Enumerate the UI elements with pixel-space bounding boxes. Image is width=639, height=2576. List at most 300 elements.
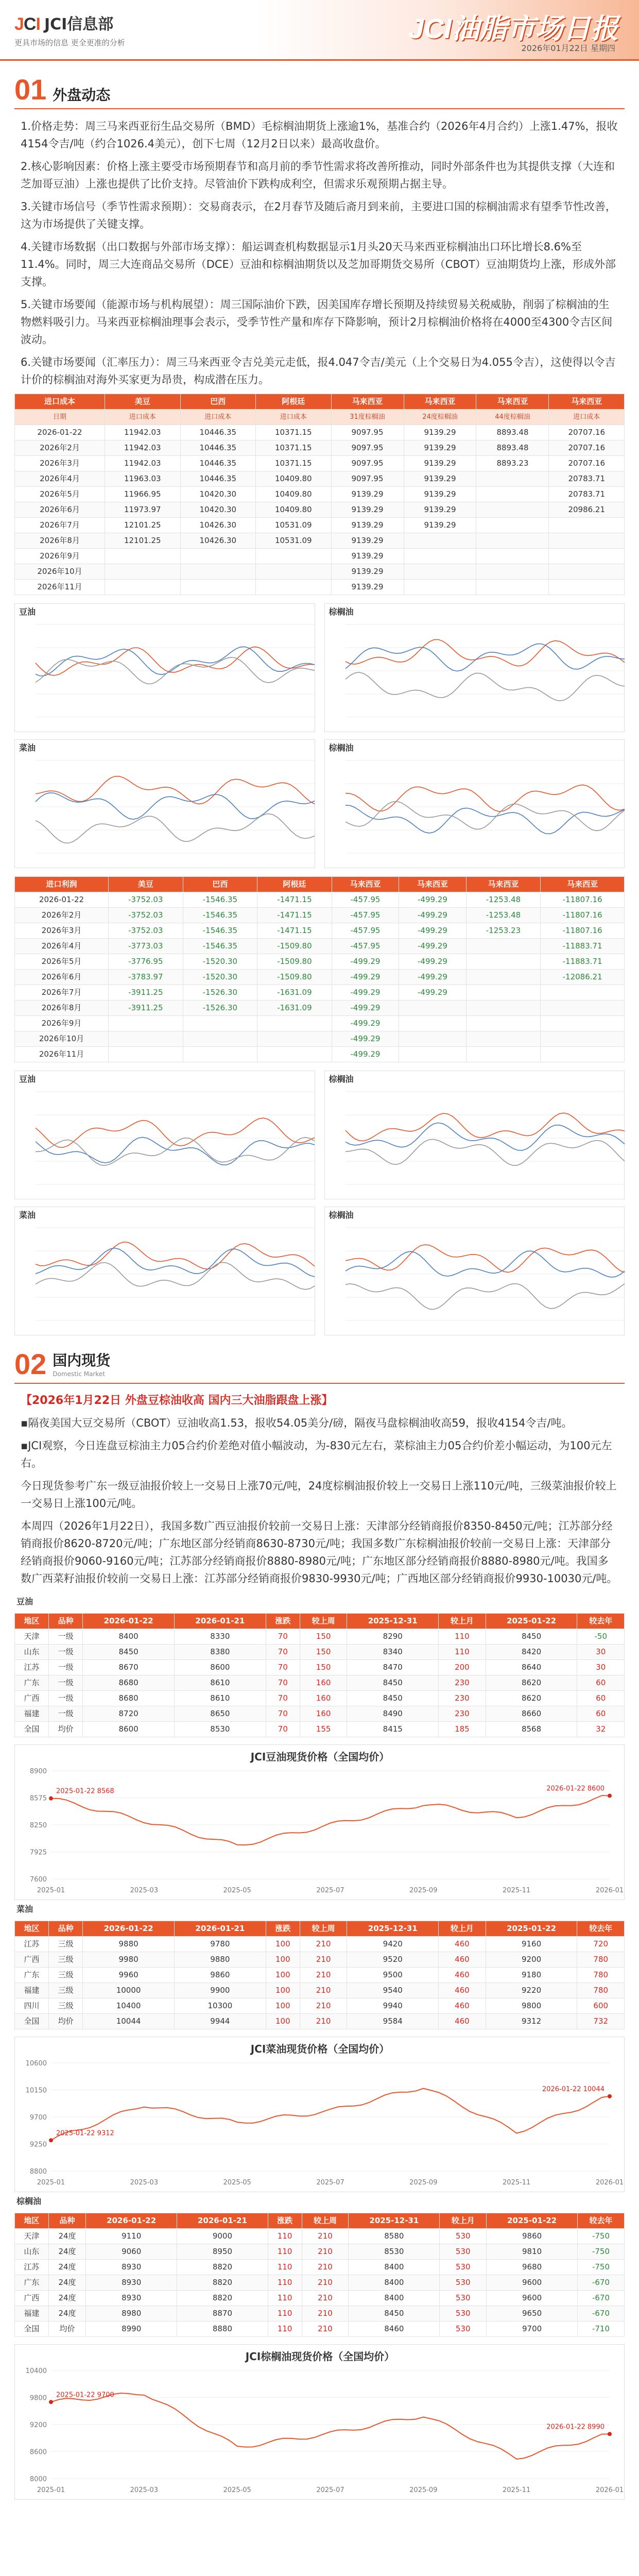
data-point [608,2094,612,2098]
table-cell: -3783.97 [109,970,183,985]
table-cell: -750 [577,2244,624,2260]
table-cell: 70 [266,1645,300,1660]
table-cell: 2026年10月 [15,564,105,580]
table-cell [404,549,476,564]
table-cell: 110 [439,1629,486,1645]
data-label: 2025-01-22 8568 [56,1787,114,1795]
table-subheader: 进口成本 [105,410,181,425]
table-header: 马来西亚 [541,877,625,892]
chart-palm-3 [324,1071,625,1199]
table-cell: 全国 [15,2014,49,2029]
table-cell: 9139.29 [331,549,404,564]
table-cell [476,580,549,595]
table-cell: 9880 [83,1937,175,1952]
data-label: 2025-01-22 9312 [56,2129,114,2138]
table-cell: -457.95 [332,923,399,939]
table-cell [183,1016,257,1031]
table-cell [399,1001,467,1016]
news-paragraph: 今日现货参考广东一级豆油报价较上一交易日上涨70元/吨，24度棕榈油报价较上一交易日上涨110元/吨，三级菜油报价较上一交易日上涨100元/吨。 [21,1480,617,1510]
palm-spot-table [14,2213,625,2337]
table-cell: 9500 [347,1968,439,1983]
table-cell: 60 [577,1675,625,1691]
table-cell: 10426.30 [180,518,256,533]
table-cell: -11883.71 [541,954,625,970]
table-cell [404,580,476,595]
data-point [49,1797,53,1801]
table-cell: 9139.29 [404,471,476,487]
x-tick-label: 2025-05 [223,2486,251,2494]
table-cell: 8450 [349,2306,440,2321]
table-cell: 9944 [174,2014,266,2029]
table-cell [541,1047,625,1062]
table-cell: -1471.15 [257,908,332,923]
table-cell: 一级 [49,1706,83,1722]
table-cell: 210 [300,1983,347,1998]
price-line [51,2393,610,2459]
table-cell: 江苏 [15,1660,49,1675]
data-label: 2026-01-22 8990 [546,2423,605,2431]
series-line [346,1140,625,1166]
table-cell [466,970,541,985]
palm-spot-label: 棕榈油 [16,2196,42,2206]
table-cell: 福建 [15,2306,49,2321]
table-cell [404,533,476,549]
table-cell: -1520.30 [183,970,257,985]
table-cell: 三级 [49,1952,83,1968]
table-cell: 20707.16 [549,440,625,456]
table-cell: 9584 [347,2014,439,2029]
table-cell: 三级 [49,1968,83,1983]
brand-slogan: 更具市场的信息 更全更准的分析 [14,38,125,47]
table-cell [183,1047,257,1062]
table-cell: 12101.25 [105,533,181,549]
table-cell: 9139.29 [404,456,476,471]
series-line [346,802,625,831]
table-cell: 9097.95 [331,425,404,440]
table-cell: 福建 [15,1983,49,1998]
table-row [15,2229,625,2244]
table-cell: 70 [266,1629,300,1645]
domestic-headline: 【2026年1月22日 外盘豆棕油收高 国内三大油脂跟盘上涨】 [21,1394,333,1407]
table-cell: 210 [300,2014,347,2029]
table-cell: -3776.95 [109,954,183,970]
table-cell: 210 [302,2229,349,2244]
table-header: 2026-01-22 [83,1614,175,1629]
table-cell: 8660 [486,1706,577,1722]
table-header: 阿根廷 [256,394,332,410]
table-header: 进口成本 [15,394,105,410]
table-cell: 160 [300,1691,347,1706]
table-cell: 广西 [15,2291,49,2306]
table-cell: 2026年7月 [15,985,109,1001]
section-1-title [0,75,639,104]
table-cell: 8340 [347,1645,439,1660]
y-tick-label: 10150 [25,2087,47,2095]
x-tick-label: 2025-11 [503,2486,531,2494]
table-row [15,1998,625,2014]
table-cell: -670 [577,2275,624,2291]
table-row [15,939,625,954]
table-cell: 8620 [486,1691,577,1706]
table-cell: 9000 [177,2229,268,2244]
table-cell: 150 [300,1645,347,1660]
table-cell: 8650 [174,1706,266,1722]
table-cell: 8530 [349,2244,440,2260]
palm-spot-table-wrap [0,2213,639,2337]
news-paragraph: 1.价格走势：周三马来西亚衍生品交易所（BMD）毛棕榈油期货上涨逾1%，基准合约（2026年4月合约）上涨1.47%，报收4154令吉/吨（约合1026.4美元），创下七周（12月2日以来）最高收盘价。 [21,120,618,150]
table-cell: 780 [577,1968,625,1983]
series-line [346,1251,625,1277]
table-cell: 780 [577,1952,625,1968]
table-cell [109,1031,183,1047]
table-cell: 天津 [15,2229,49,2244]
table-header: 较上周 [300,1614,347,1629]
table-cell: 一级 [49,1629,83,1645]
table-cell: 2026-01-22 [15,425,105,440]
table-cell: -1546.35 [183,908,257,923]
series-line [346,1284,625,1310]
table-cell: 一级 [49,1645,83,1660]
table-cell: -710 [577,2321,624,2337]
soy-price-chart [14,1744,625,1900]
table-cell: 8893.48 [476,440,549,456]
table-cell: -499.29 [332,954,399,970]
table-cell: 8400 [83,1629,175,1645]
table-header: 涨跌 [268,2213,302,2229]
y-tick-label: 10400 [25,2367,47,2375]
table-cell: 10409.80 [256,487,332,502]
table-header: 较上周 [302,2213,349,2229]
x-tick-label: 2025-01 [37,1887,65,1894]
table-cell: 2026年5月 [15,487,105,502]
table-cell: 8470 [347,1660,439,1675]
table-header: 2026-01-21 [177,2213,268,2229]
table-cell: 天津 [15,1629,49,1645]
table-cell: -11807.16 [541,908,625,923]
x-tick-label: 2025-11 [503,1887,531,1894]
table-cell: -3752.03 [109,892,183,908]
table-cell: -3911.25 [109,1001,183,1016]
series-line [36,814,315,843]
y-tick-label: 9250 [29,2141,47,2149]
table-cell: 8670 [83,1660,175,1675]
table-cell: 8400 [349,2291,440,2306]
table-cell: -1253.48 [466,892,541,908]
table-row [15,1706,625,1722]
table-cell: 10000 [83,1983,175,1998]
series-line [346,785,625,812]
data-point [49,2400,53,2404]
table-header: 较去年 [577,1921,625,1937]
table-cell: -457.95 [332,908,399,923]
table-cell: -499.29 [399,892,467,908]
table-cell: 110 [268,2244,302,2260]
table-cell [105,564,181,580]
table-cell: 2026-01-22 [15,892,109,908]
table-cell: 20707.16 [549,425,625,440]
table-cell: 20707.16 [549,456,625,471]
table-cell: 9980 [83,1952,175,1968]
table-cell: -1253.23 [466,923,541,939]
table-row [15,1675,625,1691]
chart-label: 棕榈油 [329,1074,354,1084]
brand-logo [14,11,113,38]
table-cell [541,1031,625,1047]
table-row [15,2244,625,2260]
table-row [15,908,625,923]
table-cell: -1631.09 [257,985,332,1001]
table-cell: 9097.95 [331,456,404,471]
table-cell: 8880 [177,2321,268,2337]
table-header: 2025-12-31 [347,1614,439,1629]
series-line [36,647,315,676]
table-row [15,1952,625,1968]
rape-price-chart [14,2037,625,2192]
table-cell: 210 [300,1952,347,1968]
news-paragraph: 6.关键市场要闻（汇率压力）：周三马来西亚令吉兑美元走低，报4.047令吉/美元（上个交易日为4.055令吉），这使得以令吉计价的棕榈油对海外买家更为昂贵，构成潜在压力。 [21,356,616,386]
table-cell: -499.29 [332,970,399,985]
table-cell: 9180 [486,1968,577,1983]
table-cell: 8460 [349,2321,440,2337]
table-cell: 均价 [49,2014,83,2029]
chart-title: JCI菜油现货价格（全国均价） [250,2043,390,2055]
table-header: 2025-12-31 [347,1921,439,1937]
y-tick-label: 8600 [29,2448,47,2456]
table-cell: 9139.29 [331,564,404,580]
table-cell: -1546.35 [183,923,257,939]
table-cell: 8420 [486,1645,577,1660]
table-cell: 10446.35 [180,440,256,456]
table-row [15,923,625,939]
table-row [15,549,625,564]
table-header: 马来西亚 [466,877,541,892]
rape-spot-label: 菜油 [16,1904,33,1914]
table-cell: -1509.80 [257,954,332,970]
import-cost-table [14,394,625,595]
chart-label: 豆油 [19,607,36,617]
table-cell: -1631.09 [257,1001,332,1016]
table-cell: 9139.29 [404,425,476,440]
table-cell: 60 [577,1691,625,1706]
table-cell: -457.95 [332,892,399,908]
table-cell: 9220 [486,1983,577,1998]
table-subheader: 31度棕榈油 [331,410,404,425]
table-cell: 8600 [174,1660,266,1675]
table-cell: 200 [439,1660,486,1675]
table-cell: 8568 [486,1722,577,1737]
table-row [15,518,625,533]
table-cell: 9139.29 [331,518,404,533]
table-cell: 9600 [487,2275,578,2291]
table-cell: 10420.30 [180,502,256,518]
table-subheader: 进口成本 [549,410,625,425]
table-cell: -1471.15 [257,923,332,939]
table-cell [399,1031,467,1047]
table-cell: 10371.15 [256,440,332,456]
table-cell [105,580,181,595]
brand-name: JCI信息部 [44,15,114,33]
price-line [51,1795,610,1845]
table-cell: -50 [577,1629,625,1645]
table-cell: 广东 [15,2275,49,2291]
table-header: 涨跌 [266,1921,300,1937]
chart-palm-2 [324,739,625,868]
series-line [36,776,315,804]
table-cell [466,1016,541,1031]
table-cell: 江苏 [15,2260,49,2275]
table-cell: -1520.30 [183,954,257,970]
table-header: 较上月 [439,1921,486,1937]
table-cell: 780 [577,1983,625,1998]
report-header [0,0,639,61]
table-cell: 11942.03 [105,456,181,471]
table-cell: 460 [439,1998,486,2014]
table-row [15,2321,625,2337]
table-row [15,425,625,440]
table-row [15,2014,625,2029]
table-cell [476,487,549,502]
table-cell: 8950 [177,2244,268,2260]
table-cell: 9139.29 [404,440,476,456]
table-row [15,502,625,518]
table-cell: 24度 [48,2229,86,2244]
table-cell: 100 [266,2014,300,2029]
y-tick-label: 9200 [29,2421,47,2429]
table-row [15,1660,625,1675]
table-cell [466,1001,541,1016]
y-tick-label: 9700 [29,2114,47,2122]
table-header: 阿根廷 [257,877,332,892]
table-cell: 江苏 [15,1937,49,1952]
palm-price-chart [14,2344,625,2500]
table-cell: 8450 [486,1629,577,1645]
table-cell: 10044 [83,2014,175,2029]
table-cell: 8680 [83,1675,175,1691]
table-cell: 210 [300,1998,347,2014]
table-row [15,1016,625,1031]
table-cell [180,549,256,564]
table-row [15,1031,625,1047]
table-cell [256,580,332,595]
table-subheader: 进口成本 [180,410,256,425]
series-line [346,1123,625,1150]
table-cell [541,1001,625,1016]
table-cell: 70 [266,1722,300,1737]
series-line [36,793,315,820]
table-header: 品种 [49,1921,83,1937]
table-cell: 8450 [83,1645,175,1660]
table-cell: 8380 [174,1645,266,1660]
table-cell: 9600 [487,2291,578,2306]
table-cell [109,1016,183,1031]
table-cell: 2026年3月 [15,456,105,471]
table-cell: 110 [268,2260,302,2275]
table-cell: 24度 [48,2306,86,2321]
table-cell: 广西 [15,1691,49,1706]
table-header: 巴西 [180,394,256,410]
table-cell: 110 [268,2229,302,2244]
table-cell: 2026年7月 [15,518,105,533]
x-tick-label: 2025-03 [130,2179,158,2187]
series-line [346,639,625,666]
table-cell: 8930 [86,2260,177,2275]
table-cell: 460 [439,1983,486,1998]
table-cell: 230 [439,1691,486,1706]
table-cell: 8580 [349,2229,440,2244]
table-row [15,1937,625,1952]
table-cell: 8990 [86,2321,177,2337]
table-cell [541,1016,625,1031]
chart-soy-2 [14,1071,315,1199]
table-cell: -11883.71 [541,939,625,954]
data-point [49,2138,53,2142]
table-cell [257,1047,332,1062]
table-header: 品种 [49,1614,83,1629]
table-cell: 8330 [174,1629,266,1645]
x-tick-label: 2025-03 [130,1887,158,1894]
table-cell: 110 [268,2306,302,2321]
chart-title: JCI棕榈油现货价格（全国均价） [245,2350,395,2363]
data-point [608,1793,612,1798]
table-cell: 30 [577,1645,625,1660]
table-cell [257,1031,332,1047]
table-cell: -499.29 [399,939,467,954]
table-cell: 100 [266,1968,300,1983]
news-paragraph: 5.关键市场要闻（能源市场与机构展望）：周三国际油价下跌，因美国库存增长预期及持续贸易关税威胁，削弱了棕榈油的生物燃料吸引力。马来西亚棕榈油理事会表示，受季节性产量和库存下降影响，预计2月棕榈油价格将在4000至4300令吉区间波动。 [21,298,613,346]
price-line [51,2089,610,2141]
table-cell: 2026年2月 [15,908,109,923]
table-cell: 10531.09 [256,533,332,549]
table-row [15,2260,625,2275]
table-cell: 全国 [15,2321,49,2337]
table-cell: 一级 [49,1691,83,1706]
table-header: 马来西亚 [331,394,404,410]
chart-palm-4 [324,1207,625,1335]
table-cell: 9160 [486,1937,577,1952]
table-cell [549,518,625,533]
table-cell [476,471,549,487]
table-cell: 2026年8月 [15,1001,109,1016]
table-header: 2025-12-31 [349,2213,440,2229]
x-tick-label: 2025-05 [223,2179,251,2187]
table-cell: 9110 [86,2229,177,2244]
table-cell: 9097.95 [331,471,404,487]
table-cell: 广东 [15,1675,49,1691]
table-cell: 9420 [347,1937,439,1952]
table-cell [180,564,256,580]
table-cell: 8893.48 [476,425,549,440]
table-cell: 9880 [174,1952,266,1968]
table-cell: 8450 [347,1675,439,1691]
table-cell: -3752.03 [109,908,183,923]
soy-spot-table-wrap [0,1613,639,1737]
x-tick-label: 2025-09 [409,2179,438,2187]
table-cell: 530 [440,2306,487,2321]
table-header: 地区 [15,1921,49,1937]
x-tick-label: 2025-07 [316,1887,344,1894]
y-tick-label: 8800 [29,2168,47,2176]
table-cell: 8820 [177,2260,268,2275]
table-cell: -750 [577,2229,624,2244]
table-cell [257,1016,332,1031]
table-cell: 11966.95 [105,487,181,502]
table-cell: 110 [268,2275,302,2291]
table-cell: 210 [300,1968,347,1983]
table-cell: 山东 [15,2244,49,2260]
table-cell: -11807.16 [541,923,625,939]
table-cell: 山东 [15,1645,49,1660]
table-cell: 20783.71 [549,487,625,502]
